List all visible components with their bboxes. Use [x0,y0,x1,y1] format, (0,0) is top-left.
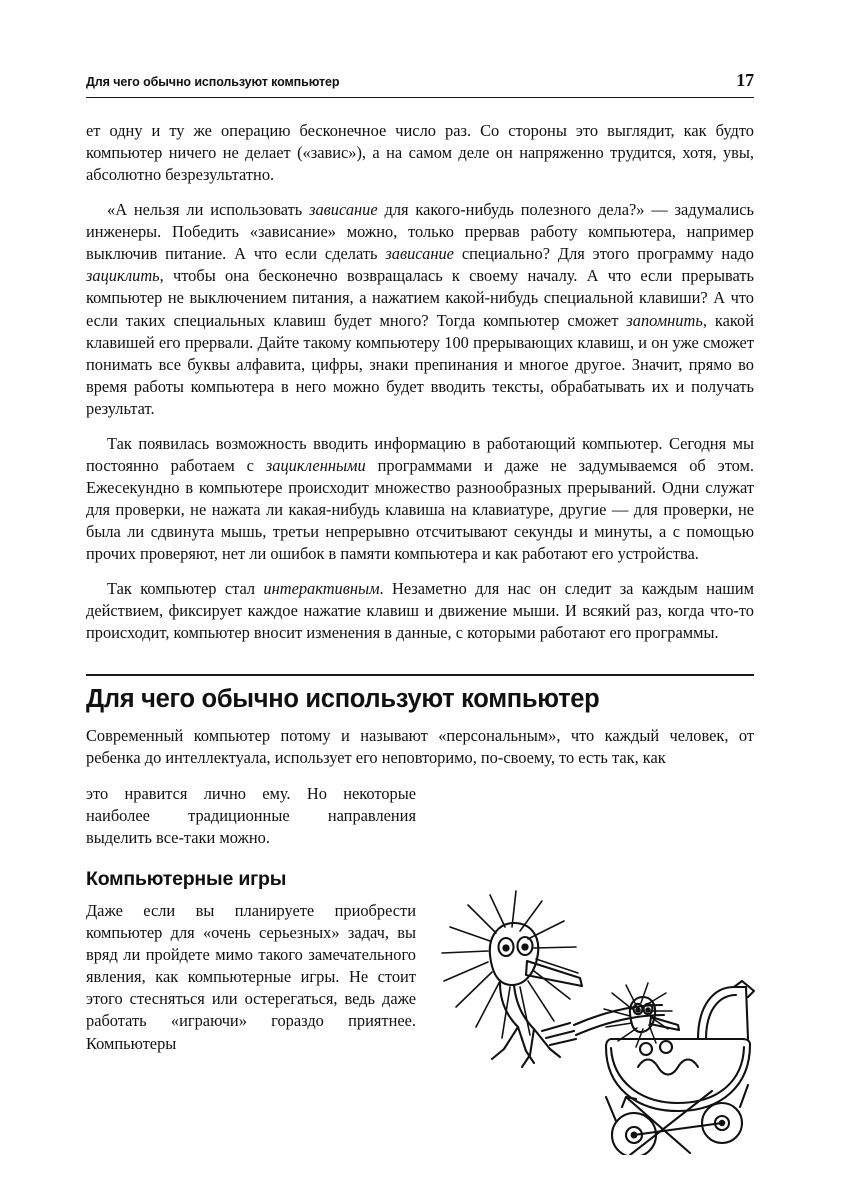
body-text [86,120,754,1055]
emphasis: запомнить [626,310,703,330]
paragraph: ет одну и ту же операцию бесконечное число раз. Со стороны это выглядит, как будто компьютер ничего не делает («завис»), а на самом деле он напряженно трудится, хотя, увы, абсолютно безрезультатно. [86,121,754,185]
paragraph: «А нельзя ли использовать зависание для какого-нибудь полезного дела?» — задумались инженеры. Победить «зависание» можно, только прервав работу компьютера, например выключив питание. А что если сделать зависание специально? Для этого программу надо зациклить, чтобы она бесконечно возвращалась к своему началу. А что если прерывать компьютер не выключением питания, а нажатием какой-нибудь специальной клавиши? А что если таких специальных клавиш будет много? Тогда компьютер сможет запомнить, какой клавишей его прервали. Дайте такому компьютеру 100 прерывающих клавиш, и он уже сможет понимать все буквы алфавита, цифры, знаки препинания и многое другое. Значит, прямо во время работы компьютера в него можно будет вводить тексты, обрабатывать их и получать результат. [86,200,755,418]
illustration-wrap-zone [86,783,754,1055]
page-number: 17 [736,70,754,90]
section-intro-paragraph: Современный компьютер потому и называют «персональным», что каждый человек, от ребенка до интеллектуала, использует его неповторимо, по-своему, то есть так, как [86,726,754,768]
emphasis: зависание [309,200,378,220]
emphasis: интерактивным [263,579,380,599]
emphasis: зависание [385,244,454,264]
section-divider [86,674,754,676]
emphasis: зацикленными [265,455,366,475]
baby-carriage-with-bird-illustration [430,835,760,1155]
running-head-title: Для чего обычно используют компьютер [86,75,340,89]
section-intro-continued: это нравится лично ему. Но некоторые наиболее традиционные направления выделить все-таки можно. [86,783,416,847]
subsection-paragraph: Даже если вы планируете приобрести компьютер для «очень серьезных» задач, вы вряд ли пройдете мимо такого замечательного явления, как компьютерные игры. Не стоит этого стесняться или остерегаться, ведь даже работать «играючи» гораздо приятнее. Компьютеры [86,901,416,1053]
section-heading: Для чего обычно используют компьютер [86,685,600,714]
paragraph: Так появилась возможность вводить информацию в работающий компьютер. Сегодня мы постоянно работаем с зацикленными программами и даже не задумываемся об этом. Ежесекундно в компьютере происходит множество разнообразных прерываний. Одни служат для проверки, не нажата ли какая-нибудь клавиша на клавиатуре, другие — для проверки, не была ли сдвинута мышь, третьи непрерывно отсчитывают секунды и минуты, а с помощью прочих проверяют, нет ли ошибок в памяти компьютера и как работают его устройства. [86,433,754,564]
page-content [86,70,754,1068]
wrapped-text-column [86,783,416,1055]
paragraph: Так компьютер стал интерактивным. Незаметно для нас он следит за каждым нашим действием, фиксирует каждое нажатие клавиш и движение мыши. И всякий раз, когда что-то происходит, компьютер вносит изменения в данные, с которыми работают его программы. [86,579,754,643]
subsection-heading: Компьютерные игры [86,867,287,890]
running-head [86,70,754,98]
emphasis: зациклить [86,266,160,286]
